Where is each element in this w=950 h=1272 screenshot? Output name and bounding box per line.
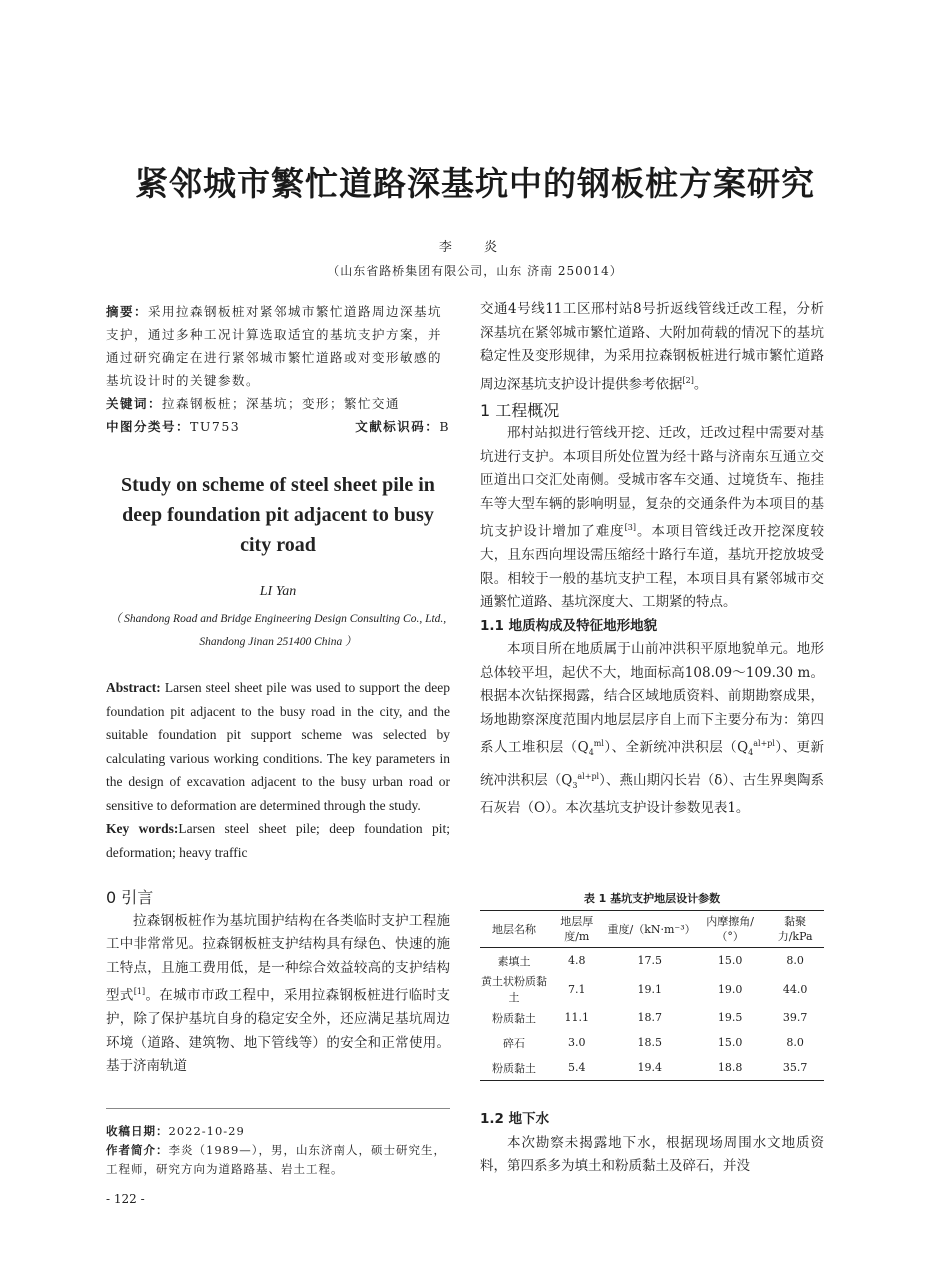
section-1-paragraph (480, 422, 824, 615)
section-0-paragraph (106, 910, 450, 1079)
clc-text: TU753 (190, 419, 241, 434)
section-1-2 (480, 1108, 824, 1179)
section-0-heading: 0 引言 (106, 888, 154, 907)
table-cell: 44.0 (782, 982, 808, 996)
bio-text: 李炎（1989—），男，山东济南人，硕士研究生，工程师，研究方向为道路路基、岩土工程。 (106, 1143, 447, 1176)
section-introduction (106, 886, 450, 1079)
table-cell: 19.0 (717, 982, 743, 996)
sec1-text-b: 。本项目管线迁改开挖深度较大，且东西向埋设需压缩经十路行车道，基坑开挖放坡受限。相较于一般的基坑支护工程，本项目具有紧邻城市交通繁忙道路、基坑深度大、工期紧的特点。 (480, 523, 825, 610)
sec1-text-a: 邢村站拟进行管线开挖、迁改，迁改过程中需要对基坑进行支护。本项目所处位置为经十路与济南东互通立交匝道出口交汇处南侧。受城市客车交通、过境货车、拖挂车等大型车辆的影响明显，复杂的交通条件为本项目的基坑支护设计增加了难度 (480, 425, 824, 540)
section-1-heading: 1 工程概况 (480, 400, 560, 420)
doc-code-label: 文献标识码： (355, 419, 440, 434)
table-body (480, 948, 824, 1081)
footnote-rule (106, 1108, 450, 1109)
table-1-caption: 表 1 基坑支护地层设计参数 (583, 892, 721, 905)
bio-label: 作者简介： (106, 1143, 169, 1157)
abstract-label: 摘要： (106, 304, 149, 319)
sup-a: ml (593, 739, 604, 748)
intro-text: 拉森钢板桩作为基坑围护结构在各类临时支护工程施工中非常常见。拉森钢板桩支护结构具有绿色、快速的施工特点，且施工费用低，是一种综合效益较高的支护结构型式 (106, 912, 450, 1004)
footnote (106, 1122, 450, 1179)
received-label: 收稿日期： (106, 1124, 169, 1138)
section-1-2-heading: 1.2 地下水 (480, 1111, 550, 1127)
english-abstract (106, 676, 450, 864)
ref-2: [2] (682, 375, 694, 385)
table-row (480, 1005, 824, 1030)
table-cell: 19.1 (637, 982, 662, 996)
sec11-text-b: ）、全新统冲洪积层（Q (603, 739, 749, 756)
table-cell: 粉质黏土 (492, 1011, 537, 1025)
sub-a: 4 (588, 748, 594, 758)
table-header-cell: 黏聚力/kPa (766, 911, 824, 948)
author-affiliation: （山东省路桥集团有限公司，山东 济南 250014） (327, 264, 623, 278)
sec11-text-a: 本项目所在地质属于山前冲洪积平原地貌单元。地形总体较平坦，起伏不大，地面标高108.09～109.30 m。根据本次钻探揭露，结合区域地质资料、前期勘察成果，场地勘察深度范围内地层层序自上而下主要分布为：第四系人工堆积层（Q (480, 641, 824, 756)
abstract-text: 采用拉森钢板桩对紧邻城市繁忙道路周边深基坑支护，通过多种工况计算选取适宜的基坑支护方案，并通过研究确定在进行紧邻城市繁忙道路或对变形敏感的基坑设计时的关键参数。 (106, 304, 443, 388)
table-header-cell: 地层厚度/m (548, 911, 605, 948)
table-cell: 5.4 (548, 1055, 605, 1081)
section-1-1-heading: 1.1 地质构成及特征地形地貌 (480, 617, 658, 634)
table-1 (480, 910, 824, 1081)
table-cell: 黄土状粉质黏土 (481, 975, 548, 1004)
clc-label: 中图分类号： (106, 419, 191, 434)
section-1-2-paragraph: 本次勘察未揭露地下水，根据现场周围水文地质资料，第四系多为填土和粉质黏土及碎石，并没 (480, 1134, 824, 1174)
table-cell: 粉质黏土 (480, 1055, 548, 1081)
page-number: - 122 - (106, 1192, 145, 1206)
doc-code-text: B (439, 419, 450, 434)
table-cell: 碎石 (503, 1036, 526, 1050)
english-author: LI Yan (259, 584, 297, 599)
english-affiliation: （ Shandong Road and Bridge Engineering Design Consulting Co., Ltd., Shandong Jinan 251400 China ） (109, 613, 447, 648)
table-cell: 18.7 (637, 1011, 662, 1024)
intro-cont-text: 交通4号线11工区邢村站8号折返线管线迁改工程，分析深基坑在紧邻城市繁忙道路、大附加荷载的情况下的基坑稳定性及变形规律，为采用拉森钢板桩进行城市繁忙道路周边深基坑支护设计提供参考依据 (480, 301, 824, 392)
table-cell: 18.8 (694, 1055, 766, 1081)
table-cell: 8.0 (786, 954, 804, 967)
table-header-row (480, 911, 824, 948)
table-cell: 39.7 (782, 1011, 808, 1024)
table-header-cell: 重度/（kN·m⁻³） (605, 911, 693, 948)
paper-title: 紧邻城市繁忙道路深基坑中的钢板桩方案研究 (135, 164, 815, 203)
sup-c: al+pl (577, 771, 600, 781)
table-row (480, 1055, 824, 1081)
table-cell: 素填土 (497, 954, 531, 968)
cn-abstract (106, 300, 450, 438)
intro-text-cont: 。在城市市政工程中，采用拉森钢板桩进行临时支护，除了保护基坑自身的稳定安全外，还应满足基坑周边环境（道路、建筑物、地下管线等）的安全和正常使用。基于济南轨道 (106, 987, 451, 1074)
right-column (480, 298, 824, 821)
sub-b: 4 (748, 748, 754, 758)
sub-c: 3 (572, 780, 578, 790)
sup-b: al+pl (753, 739, 775, 748)
table-cell: 15.0 (717, 1036, 743, 1049)
ref-3: [3] (624, 523, 636, 532)
table-cell: 35.7 (766, 1055, 824, 1081)
received-date: 2022-10-29 (168, 1124, 245, 1138)
table-row (480, 1030, 824, 1055)
intro-cont-end: 。 (693, 376, 708, 392)
table-header-cell: 内摩擦角/（°） (694, 911, 766, 948)
author-name: 李 炎 (438, 240, 512, 255)
table-cell: 7.1 (568, 982, 586, 996)
en-abstract-label: Abstract: (106, 680, 161, 695)
en-keywords-label: Key words: (106, 821, 179, 836)
sec11-text-d: ）、燕山期闪长岩（δ）、古生界奥陶系石灰岩（O）。本次基坑支护设计参数见表1。 (480, 772, 824, 817)
table-cell: 17.5 (637, 954, 662, 967)
table-cell: 19.4 (605, 1055, 693, 1081)
table-cell: 3.0 (568, 1036, 586, 1049)
table-cell: 15.0 (717, 954, 743, 967)
table-cell: 8.0 (786, 1036, 804, 1049)
table-cell: 4.8 (568, 954, 586, 967)
table-row (480, 948, 824, 974)
keywords-label: 关键词： (106, 396, 163, 411)
english-title: Study on scheme of steel sheet pile in deep foundation pit adjacent to busy city road (121, 474, 435, 556)
table-cell: 19.5 (717, 1011, 743, 1024)
keywords-text: 拉森钢板桩；深基坑；变形；繁忙交通 (162, 396, 401, 411)
intro-continuation (480, 298, 824, 397)
ref-1: [1] (133, 987, 146, 996)
table-header-cell: 地层名称 (480, 911, 548, 948)
section-1-1-paragraph (480, 638, 824, 821)
table-row (480, 973, 824, 1005)
sec11-text-c: ）、更新统冲洪积层（Q (480, 739, 824, 789)
table-cell: 11.1 (564, 1011, 590, 1024)
en-abstract-text: Larsen steel sheet pile was used to support the deep foundation pit adjacent to the busy road in the city, and the suitable foundation pit support scheme was selected by calculating various working conditions. The key parameters in the design of excavation adjacent to the busy urban road or sensitive to deformation are determined through the study. (106, 680, 450, 813)
table-cell: 18.5 (637, 1036, 662, 1049)
en-keywords-text: Larsen steel sheet pile; deep foundation pit; deformation; heavy traffic (106, 821, 450, 860)
